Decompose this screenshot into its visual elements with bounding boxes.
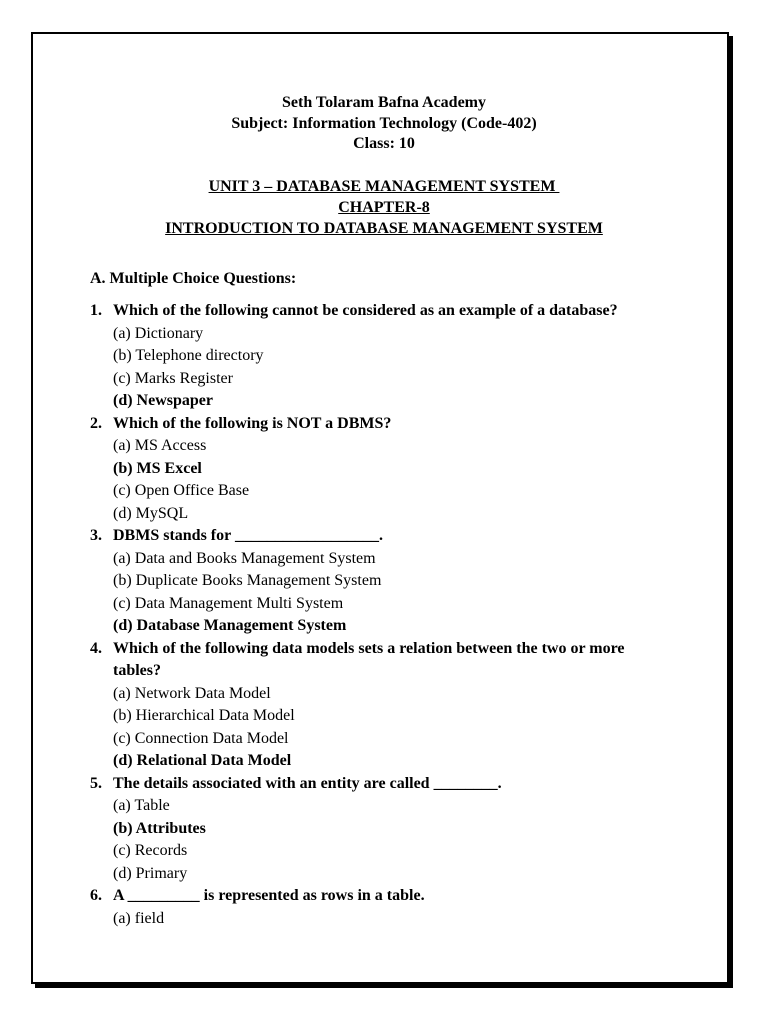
answer-option: (c) Records	[113, 842, 188, 859]
answer-option-correct: (d) Relational Data Model	[113, 752, 292, 769]
chapter-title: INTRODUCTION TO DATABASE MANAGEMENT SYSTEM	[165, 220, 603, 237]
question-number: 6.	[90, 887, 102, 904]
question-item	[90, 773, 690, 886]
question-number: 3.	[90, 527, 102, 544]
answer-option: (c) Connection Data Model	[113, 729, 289, 747]
school-name: Seth Tolaram Bafna Academy	[281, 94, 486, 111]
document-header	[0, 93, 768, 155]
answer-option: (a) Table	[113, 797, 170, 814]
unit-title: UNIT 3 – DATABASE MANAGEMENT SYSTEM	[208, 178, 560, 195]
answer-option: (c) Data Management Multi System	[113, 594, 344, 612]
answer-option: (a) field	[113, 909, 165, 927]
answer-option: (c) Open Office Base	[113, 482, 250, 499]
question-number: 1.	[90, 302, 102, 319]
answer-option: (a) Dictionary	[113, 324, 204, 342]
answer-option-correct: (b) MS Excel	[113, 459, 202, 477]
answer-option: (b) Duplicate Books Management System	[113, 572, 382, 589]
question-number: 4.	[90, 639, 102, 657]
answer-option-correct: (b) Attributes	[113, 819, 206, 837]
question-text: Which of the following is NOT a DBMS?	[113, 414, 392, 432]
answer-option-correct: (d) Newspaper	[113, 392, 213, 409]
answer-option: (c) Marks Register	[113, 369, 233, 387]
answer-option: (b) Hierarchical Data Model	[113, 707, 295, 724]
question-text: Which of the following data models sets a relation between the two or more tables?	[113, 639, 625, 679]
section-title: A. Multiple Choice Questions:	[90, 270, 297, 287]
question-item	[90, 885, 690, 930]
question-text: The details associated with an entity are called ________.	[113, 774, 502, 792]
answer-option: (a) MS Access	[113, 437, 207, 454]
question-item	[90, 638, 690, 773]
question-text: DBMS stands for __________________.	[113, 527, 383, 544]
answer-option: (a) Network Data Model	[113, 684, 271, 702]
question-text: A _________ is represented as rows in a table.	[113, 887, 425, 904]
chapter-number: CHAPTER-8	[338, 199, 430, 216]
question-text: Which of the following cannot be considered as an example of a database?	[113, 302, 618, 319]
unit-heading	[0, 176, 768, 239]
question-list	[90, 300, 690, 930]
answer-option-correct: (d) Database Management System	[113, 617, 347, 634]
answer-option: (b) Telephone directory	[113, 347, 264, 364]
question-number: 5.	[90, 774, 102, 792]
subject-line: Subject: Information Technology (Code-402)	[231, 114, 537, 132]
question-item	[90, 413, 690, 526]
answer-option: (a) Data and Books Management System	[113, 549, 376, 567]
question-number: 2.	[90, 414, 102, 432]
class-line: Class: 10	[353, 135, 415, 152]
answer-option: (d) Primary	[113, 864, 188, 882]
answer-option: (d) MySQL	[113, 504, 189, 522]
question-item	[90, 525, 690, 638]
question-item	[90, 300, 690, 413]
